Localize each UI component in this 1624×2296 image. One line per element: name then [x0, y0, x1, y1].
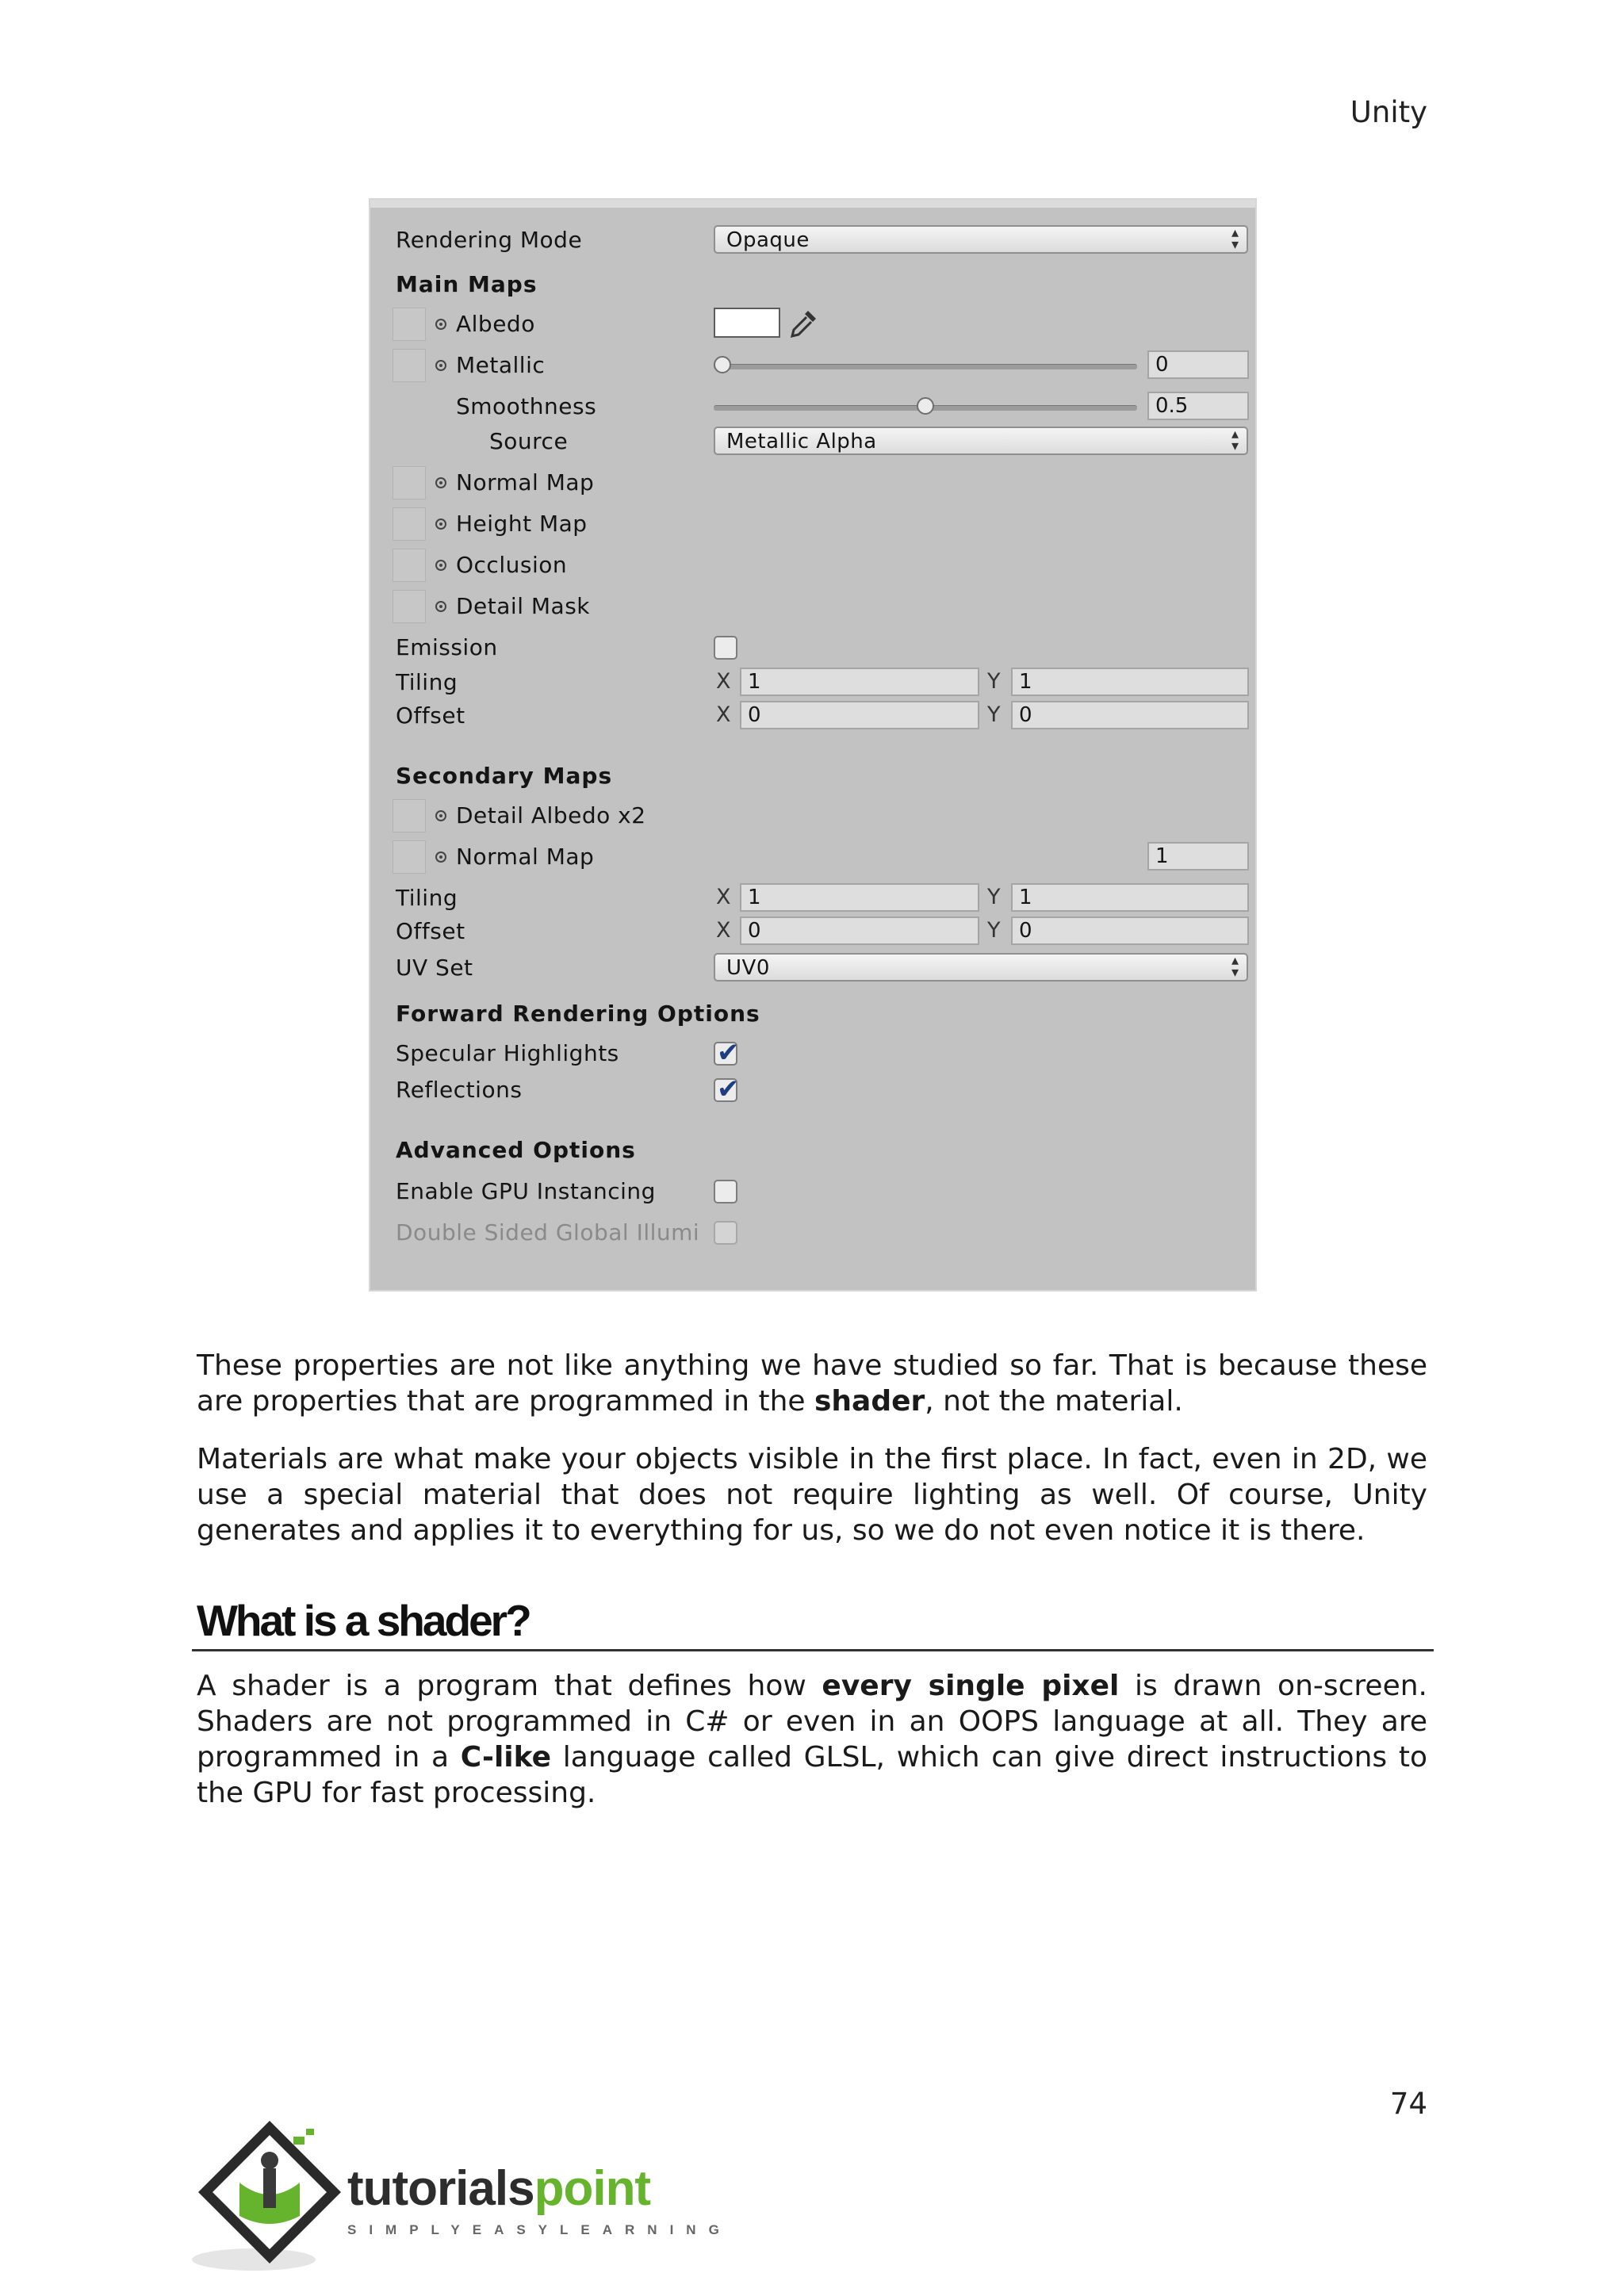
albedo-row — [370, 308, 1255, 342]
uv-set-row — [370, 951, 1255, 986]
smoothness-slider-handle[interactable] — [917, 397, 934, 415]
main-offset-label: Offset — [396, 702, 465, 729]
title-underline — [192, 1649, 1434, 1651]
main-offset-y-field[interactable]: 0 — [1011, 701, 1249, 729]
section-title: What is a shader? — [197, 1596, 530, 1645]
emission-checkbox[interactable] — [714, 636, 737, 660]
gpu-instancing-row — [370, 1175, 1255, 1210]
secondary-normal-scale-field[interactable]: 1 — [1147, 842, 1249, 871]
metallic-value-field[interactable]: 0 — [1147, 350, 1249, 379]
rendering-mode-row — [370, 224, 1255, 258]
object-picker-icon[interactable] — [435, 601, 446, 612]
logo-wordmark: tutorialspoint — [347, 2161, 651, 2216]
reflections-checkbox[interactable] — [714, 1073, 740, 1105]
source-row — [370, 425, 1255, 460]
rendering-mode-dropdown[interactable] — [714, 225, 1248, 254]
albedo-texture-slot[interactable] — [393, 308, 426, 341]
metallic-label: Metallic — [456, 352, 546, 378]
logo-mark-icon — [190, 2113, 349, 2279]
occlusion-texture-slot[interactable] — [393, 549, 426, 582]
secondary-offset-label: Offset — [396, 918, 465, 944]
object-picker-icon[interactable] — [435, 319, 446, 330]
main-maps-heading: Main Maps — [396, 271, 538, 297]
emission-label: Emission — [396, 634, 498, 660]
x-axis-label: X — [716, 669, 731, 694]
main-tiling-label: Tiling — [396, 669, 458, 695]
detail-albedo-row — [370, 799, 1255, 834]
albedo-label: Albedo — [456, 311, 535, 337]
emission-row — [370, 631, 1255, 666]
object-picker-icon[interactable] — [435, 360, 446, 371]
source-dropdown[interactable] — [714, 427, 1248, 455]
material-inspector-panel — [369, 198, 1257, 1292]
metallic-row — [370, 349, 1255, 384]
main-tiling-row — [370, 666, 1255, 701]
source-label: Source — [489, 428, 569, 454]
secondary-tiling-row — [370, 882, 1255, 916]
y-axis-label: Y — [987, 669, 1001, 694]
y-axis-label: Y — [987, 918, 1001, 943]
detail-albedo-label: Detail Albedo x2 — [456, 802, 646, 828]
checkmark-icon: ✔ — [717, 1073, 740, 1105]
secondary-offset-y-field[interactable]: 0 — [1011, 916, 1249, 945]
dropdown-arrows-icon: ▴ ▾ — [1231, 426, 1239, 454]
secondary-tiling-x-field[interactable]: 1 — [740, 883, 979, 912]
secondary-normal-map-row — [370, 840, 1255, 875]
detail-mask-label: Detail Mask — [456, 593, 591, 619]
occlusion-label: Occlusion — [456, 552, 568, 578]
main-offset-row — [370, 699, 1255, 734]
main-tiling-y-field[interactable]: 1 — [1011, 668, 1249, 696]
page-header: Unity — [1350, 95, 1427, 129]
specular-highlights-label: Specular Highlights — [396, 1040, 619, 1066]
forward-rendering-heading: Forward Rendering Options — [396, 1001, 760, 1027]
checkmark-icon: ✔ — [717, 1037, 740, 1069]
specular-highlights-row — [370, 1037, 1255, 1072]
rendering-mode-label: Rendering Mode — [396, 227, 583, 253]
metallic-slider-track[interactable] — [714, 364, 1137, 369]
object-picker-icon[interactable] — [435, 810, 446, 821]
metallic-slider-handle[interactable] — [714, 356, 731, 373]
main-tiling-x-field[interactable]: 1 — [740, 668, 979, 696]
height-map-row — [370, 507, 1255, 542]
x-axis-label: X — [716, 885, 731, 909]
specular-highlights-checkbox[interactable] — [714, 1037, 740, 1069]
tutorialspoint-logo — [190, 2113, 730, 2279]
detail-albedo-texture-slot[interactable] — [393, 799, 426, 832]
dropdown-arrows-icon: ▴ ▾ — [1231, 224, 1239, 253]
source-value: Metallic Alpha — [726, 430, 877, 453]
uv-set-label: UV Set — [396, 955, 473, 981]
albedo-color-swatch[interactable] — [714, 308, 780, 338]
gpu-instancing-checkbox[interactable] — [714, 1180, 737, 1203]
paragraph-3: A shader is a program that defines how every single pixel is drawn on-screen. Shaders are not programmed in C# or even in an OOPS language at all. They are programmed in a C-like language called GLSL, which can give direct instructions to the GPU for fast processing. — [197, 1670, 1428, 1809]
paragraph-1: These properties are not like anything we have studied so far. That is because these are properties that are programmed in the shader, not the material. — [197, 1349, 1427, 1418]
object-picker-icon[interactable] — [435, 560, 446, 571]
advanced-options-heading: Advanced Options — [396, 1137, 636, 1163]
x-axis-label: X — [716, 918, 731, 943]
detail-mask-texture-slot[interactable] — [393, 590, 426, 623]
secondary-offset-x-field[interactable]: 0 — [740, 916, 979, 945]
smoothness-value-field[interactable]: 0.5 — [1147, 392, 1249, 420]
normal-map-label: Normal Map — [456, 469, 595, 496]
page-number: 74 — [1389, 2087, 1427, 2121]
y-axis-label: Y — [987, 702, 1001, 727]
secondary-tiling-label: Tiling — [396, 885, 458, 911]
paragraph-2: Materials are what make your objects visible in the first place. In fact, even in 2D, we use a special material that does not require lighting as well. Of course, Unity generates and applies it to everything for us, so we do not even notice it is there. — [197, 1443, 1427, 1547]
secondary-normal-map-label: Normal Map — [456, 844, 595, 870]
dropdown-arrows-icon: ▴ ▾ — [1231, 952, 1239, 981]
double-sided-gi-row — [370, 1216, 1255, 1251]
object-picker-icon[interactable] — [435, 519, 446, 530]
main-offset-x-field[interactable]: 0 — [740, 701, 979, 729]
y-axis-label: Y — [987, 885, 1001, 909]
occlusion-row — [370, 549, 1255, 584]
height-map-label: Height Map — [456, 511, 588, 537]
secondary-normal-map-texture-slot[interactable] — [393, 840, 426, 874]
height-map-texture-slot[interactable] — [393, 507, 426, 541]
double-sided-gi-label: Double Sided Global Illumi — [396, 1219, 700, 1246]
eyedropper-icon[interactable] — [787, 308, 819, 339]
normal-map-texture-slot[interactable] — [393, 466, 426, 499]
x-axis-label: X — [716, 702, 731, 727]
detail-mask-row — [370, 590, 1255, 625]
normal-map-row — [370, 466, 1255, 501]
logo-tagline: SIMPLYEASYLEARNING — [347, 2222, 732, 2237]
object-picker-icon[interactable] — [435, 851, 446, 863]
secondary-maps-heading: Secondary Maps — [396, 763, 613, 789]
object-picker-icon[interactable] — [435, 477, 446, 488]
rendering-mode-value: Opaque — [726, 228, 810, 252]
reflections-row — [370, 1073, 1255, 1108]
uv-set-dropdown[interactable] — [714, 953, 1248, 982]
secondary-tiling-y-field[interactable]: 1 — [1011, 883, 1249, 912]
smoothness-label: Smoothness — [456, 393, 597, 419]
secondary-offset-row — [370, 915, 1255, 950]
gpu-instancing-label: Enable GPU Instancing — [396, 1178, 656, 1204]
double-sided-gi-checkbox — [714, 1221, 737, 1245]
uv-set-value: UV0 — [726, 956, 770, 980]
reflections-label: Reflections — [396, 1077, 523, 1103]
smoothness-row — [370, 390, 1255, 425]
metallic-texture-slot[interactable] — [393, 349, 426, 382]
